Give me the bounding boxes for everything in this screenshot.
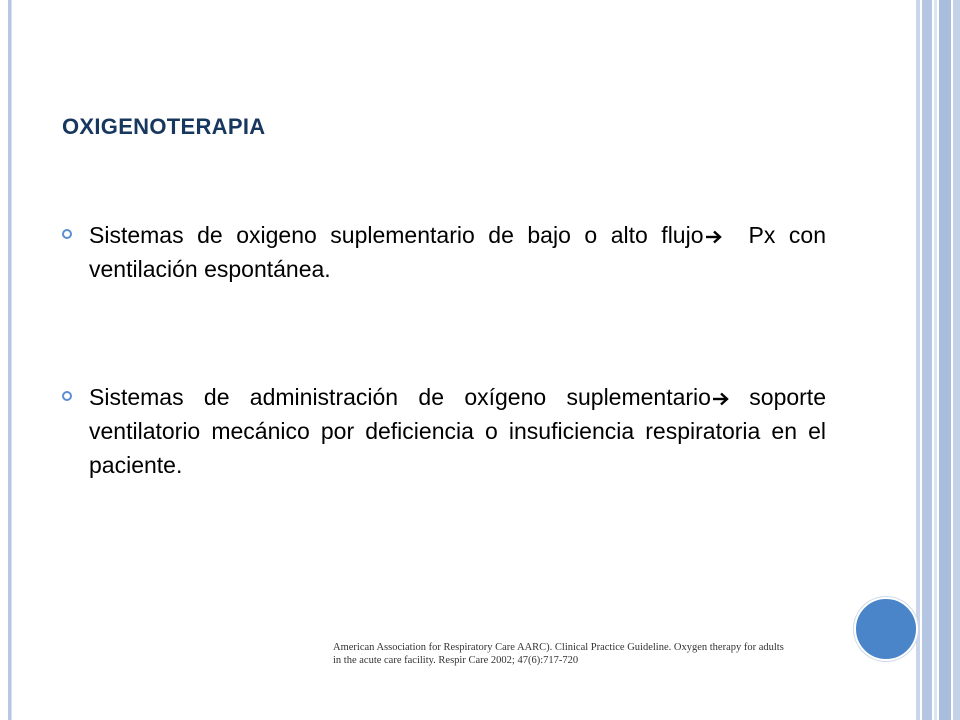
stripe [939,0,951,720]
bullet-item [62,218,833,286]
bullet-icon [62,391,72,401]
bullet-icon [62,229,72,239]
stripe [916,0,920,720]
right-decorative-stripes [916,0,960,720]
right-arrow-icon [705,230,722,244]
bullet-list [62,218,833,482]
bullet-text-before-arrow: Sistemas de oxigeno suplementario de bajo o alto flujo [89,222,704,248]
bullet-text-before-arrow: Sistemas de administración de oxígeno suplementario [89,384,711,410]
bullet-item [62,380,826,482]
stripe [934,0,937,720]
citation-footnote: American Association for Respiratory Care AARC). Clinical Practice Guideline. Oxygen therapy for adults in the acute care facility. Respir Care 2002; 47(6):717-720 [333,642,784,666]
bullet-text-after-arrow: Px con ventilación espontánea. [89,222,833,282]
bullet-text-after-arrow: soporte ventilatorio mecánico por deficiencia o insuficiencia respiratoria en el paciente. [89,384,826,478]
stripe [922,0,932,720]
accent-circle-decoration [854,597,918,661]
left-frame-line [8,0,12,720]
right-arrow-icon [712,392,729,406]
slide-title: OXIGENOTERAPIA [62,114,266,139]
stripe [953,0,960,720]
